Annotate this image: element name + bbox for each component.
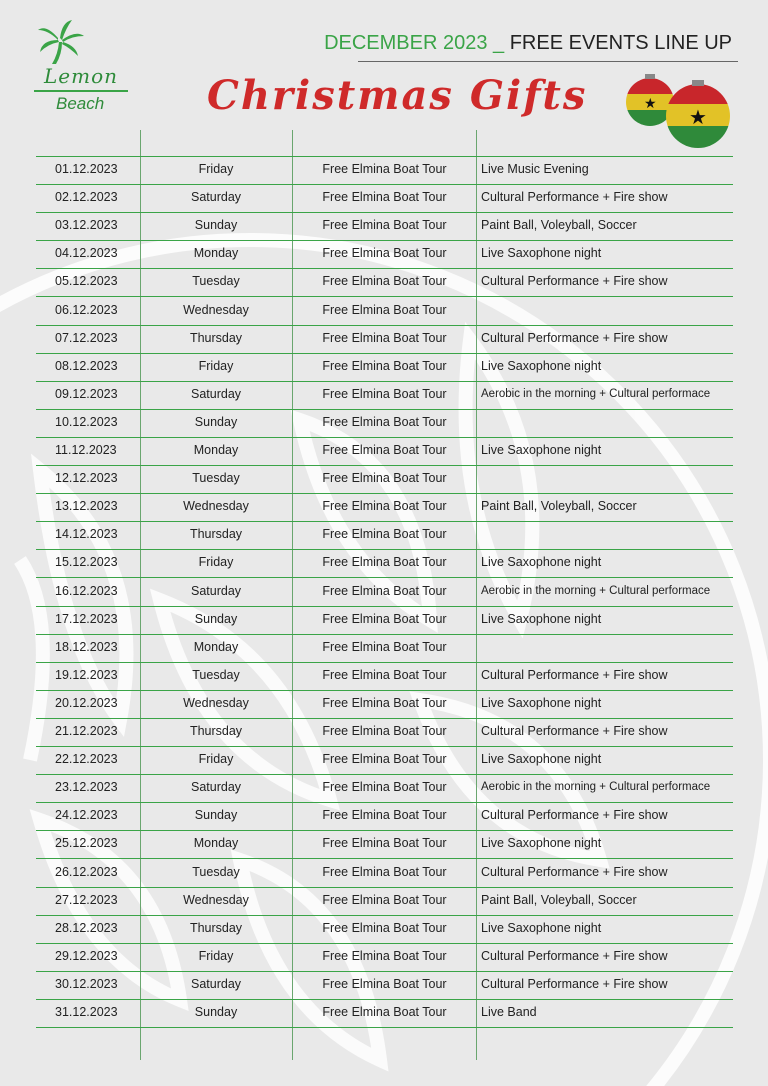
date-cell: 27.12.2023: [55, 892, 118, 907]
table-row: [36, 747, 733, 775]
day-cell: Monday: [193, 836, 239, 851]
date-cell: 11.12.2023: [55, 443, 117, 457]
tour-cell: Free Elmina Boat Tour: [322, 1005, 447, 1019]
date-cell: 10.12.2023: [55, 414, 118, 429]
day-cell: Friday: [198, 162, 234, 176]
day-cell: Thursday: [189, 724, 243, 738]
day-cell: Sunday: [194, 808, 238, 823]
day-cell: Sunday: [194, 218, 238, 233]
tour-cell: Free Elmina Boat Tour: [322, 752, 447, 767]
date-cell: 04.12.2023: [55, 246, 118, 261]
tour-cell: Free Elmina Boat Tour: [322, 864, 447, 879]
activity-cell: Live Saxophone night: [481, 555, 602, 570]
activity-cell: Paint Ball, Voleyball, Soccer: [481, 892, 637, 907]
day-cell: Saturday: [190, 780, 242, 795]
activity-cell: Paint Ball, Voleyball, Soccer: [481, 218, 637, 233]
date-cell: 03.12.2023: [55, 218, 118, 233]
date-cell: 06.12.2023: [55, 302, 118, 317]
activity-cell: Live Music Evening: [481, 162, 589, 176]
date-cell: 19.12.2023: [55, 667, 118, 682]
activity-cell: Cultural Performance + Fire show: [481, 808, 668, 823]
day-cell: Tuesday: [192, 471, 240, 486]
header-month: DECEMBER 2023 _: [324, 32, 505, 54]
day-cell: Tuesday: [192, 667, 240, 682]
tour-cell: Free Elmina Boat Tour: [322, 358, 447, 373]
tour-cell: Free Elmina Boat Tour: [322, 499, 447, 514]
table-row: [36, 775, 733, 803]
tour-cell: Free Elmina Boat Tour: [322, 443, 447, 457]
date-cell: 25.12.2023: [55, 836, 118, 851]
day-cell: Friday: [198, 358, 234, 373]
date-cell: 22.12.2023: [55, 752, 118, 767]
date-cell: 21.12.2023: [55, 724, 118, 738]
day-cell: Wednesday: [183, 892, 249, 907]
activity-cell: Live Saxophone night: [481, 443, 602, 457]
table-row: [36, 550, 733, 578]
day-cell: Sunday: [194, 414, 238, 429]
table-row: [36, 831, 733, 859]
date-cell: 31.12.2023: [55, 1005, 118, 1019]
tour-cell: Free Elmina Boat Tour: [322, 948, 447, 963]
table-row: [36, 269, 733, 297]
table-row: [36, 803, 733, 831]
day-cell: Wednesday: [183, 695, 249, 710]
table-row: [36, 1000, 733, 1028]
day-cell: Thursday: [189, 920, 243, 935]
tour-cell: Free Elmina Boat Tour: [322, 386, 447, 401]
activity-cell: Cultural Performance + Fire show: [481, 864, 668, 879]
tour-cell: Free Elmina Boat Tour: [322, 330, 447, 345]
day-cell: Saturday: [190, 386, 242, 401]
day-cell: Sunday: [194, 1005, 238, 1019]
tour-cell: Free Elmina Boat Tour: [322, 527, 447, 542]
day-cell: Tuesday: [192, 274, 240, 289]
tour-cell: Free Elmina Boat Tour: [322, 583, 447, 598]
date-cell: 26.12.2023: [55, 864, 118, 879]
tour-cell: Free Elmina Boat Tour: [322, 695, 447, 710]
date-cell: 20.12.2023: [55, 695, 118, 710]
activity-cell: Live Saxophone night: [481, 246, 602, 261]
day-cell: Saturday: [190, 583, 242, 598]
day-cell: Friday: [198, 752, 234, 767]
tour-cell: Free Elmina Boat Tour: [322, 471, 447, 486]
table-row: [36, 466, 733, 494]
date-cell: 14.12.2023: [55, 527, 118, 542]
logo-brand-text: Lemon: [44, 64, 119, 88]
tour-cell: Free Elmina Boat Tour: [322, 302, 447, 317]
page-title: Christmas Gifts: [207, 72, 588, 119]
date-cell: 12.12.2023: [55, 471, 118, 486]
activity-cell: Paint Ball, Voleyball, Soccer: [481, 499, 637, 514]
date-cell: 17.12.2023: [55, 611, 118, 626]
tour-cell: Free Elmina Boat Tour: [322, 808, 447, 823]
tour-cell: Free Elmina Boat Tour: [322, 836, 447, 851]
activity-cell: Live Saxophone night: [481, 836, 602, 851]
day-cell: Thursday: [189, 527, 243, 542]
table-row: [36, 944, 733, 972]
activity-cell: Live Saxophone night: [481, 611, 602, 626]
logo-sub-text: Beach: [56, 94, 105, 113]
tour-cell: Free Elmina Boat Tour: [322, 218, 447, 233]
tour-cell: Free Elmina Boat Tour: [322, 611, 447, 626]
date-cell: 07.12.2023: [55, 330, 118, 345]
svg-text:★: ★: [689, 105, 707, 129]
date-cell: 29.12.2023: [55, 948, 118, 963]
table-row: [36, 213, 733, 241]
row-divider: [36, 1027, 733, 1028]
tour-cell: Free Elmina Boat Tour: [322, 892, 447, 907]
table-row: [36, 635, 733, 663]
day-cell: Wednesday: [183, 302, 249, 317]
date-cell: 18.12.2023: [55, 639, 118, 654]
table-row: [36, 579, 733, 607]
table-row: [36, 663, 733, 691]
tour-cell: Free Elmina Boat Tour: [322, 555, 447, 570]
date-cell: 05.12.2023: [55, 274, 118, 289]
day-cell: Wednesday: [183, 499, 249, 514]
activity-cell: Live Saxophone night: [481, 695, 602, 710]
activity-cell: Live Saxophone night: [481, 752, 602, 767]
table-row: [36, 972, 733, 1000]
table-row: [36, 860, 733, 888]
date-cell: 09.12.2023: [55, 386, 118, 401]
activity-cell: Aerobic in the morning + Cultural performace: [481, 781, 711, 794]
activity-cell: Aerobic in the morning + Cultural performace: [481, 387, 711, 400]
table-row: [36, 382, 733, 410]
tour-cell: Free Elmina Boat Tour: [322, 639, 447, 654]
tour-cell: Free Elmina Boat Tour: [322, 162, 447, 176]
table-row: [36, 326, 733, 354]
date-cell: 13.12.2023: [55, 499, 118, 514]
activity-cell: Cultural Performance + Fire show: [481, 724, 668, 738]
tour-cell: Free Elmina Boat Tour: [322, 246, 447, 261]
tour-cell: Free Elmina Boat Tour: [322, 190, 447, 205]
activity-cell: Cultural Performance + Fire show: [481, 948, 668, 963]
tour-cell: Free Elmina Boat Tour: [322, 274, 447, 289]
day-cell: Thursday: [189, 330, 243, 345]
header-events-label: FREE EVENTS LINE UP: [509, 32, 732, 54]
table-row: [36, 354, 733, 382]
header-title: [324, 32, 732, 55]
header-divider: [358, 61, 738, 62]
day-cell: Tuesday: [192, 864, 240, 879]
date-cell: 08.12.2023: [55, 358, 118, 373]
date-cell: 16.12.2023: [55, 583, 118, 598]
table-row: [36, 607, 733, 635]
activity-cell: Cultural Performance + Fire show: [481, 330, 668, 345]
table-row: [36, 185, 733, 213]
activity-cell: Live Saxophone night: [481, 358, 602, 373]
date-cell: 15.12.2023: [55, 555, 118, 570]
date-cell: 01.12.2023: [55, 162, 118, 176]
day-cell: Friday: [198, 948, 234, 963]
activity-cell: Cultural Performance + Fire show: [481, 976, 668, 991]
table-row: [36, 298, 733, 326]
date-cell: 02.12.2023: [55, 190, 118, 205]
day-cell: Monday: [193, 246, 239, 261]
table-row: [36, 888, 733, 916]
table-row: [36, 241, 733, 269]
date-cell: 28.12.2023: [55, 920, 118, 935]
activity-cell: Aerobic in the morning + Cultural performace: [481, 584, 711, 597]
date-cell: 23.12.2023: [55, 780, 118, 795]
table-row: [36, 494, 733, 522]
day-cell: Saturday: [190, 190, 242, 205]
tour-cell: Free Elmina Boat Tour: [322, 724, 447, 738]
table-row: [36, 438, 733, 466]
table-row: [36, 410, 733, 438]
tour-cell: Free Elmina Boat Tour: [322, 920, 447, 935]
day-cell: Friday: [198, 555, 234, 570]
activity-cell: Live Band: [481, 1005, 537, 1019]
activity-cell: Cultural Performance + Fire show: [481, 667, 668, 682]
activity-cell: Cultural Performance + Fire show: [481, 190, 668, 205]
day-cell: Monday: [193, 639, 239, 654]
svg-text:★: ★: [644, 96, 657, 112]
tour-cell: Free Elmina Boat Tour: [322, 780, 447, 795]
day-cell: Saturday: [190, 976, 242, 991]
activity-cell: Live Saxophone night: [481, 920, 602, 935]
lemon-beach-logo: [34, 20, 128, 116]
date-cell: 24.12.2023: [55, 808, 118, 823]
tour-cell: Free Elmina Boat Tour: [322, 667, 447, 682]
logo-divider: [34, 90, 128, 92]
table-row: [36, 719, 733, 747]
activity-cell: Cultural Performance + Fire show: [481, 274, 668, 289]
palm-tree-icon: [36, 20, 86, 64]
table-row: [36, 157, 733, 185]
day-cell: Monday: [193, 443, 239, 457]
ghana-ornaments-icon: [622, 66, 738, 156]
table-row: [36, 916, 733, 944]
tour-cell: Free Elmina Boat Tour: [322, 976, 447, 991]
table-row: [36, 522, 733, 550]
table-row: [36, 691, 733, 719]
tour-cell: Free Elmina Boat Tour: [322, 414, 447, 429]
date-cell: 30.12.2023: [55, 976, 118, 991]
day-cell: Sunday: [194, 611, 238, 626]
